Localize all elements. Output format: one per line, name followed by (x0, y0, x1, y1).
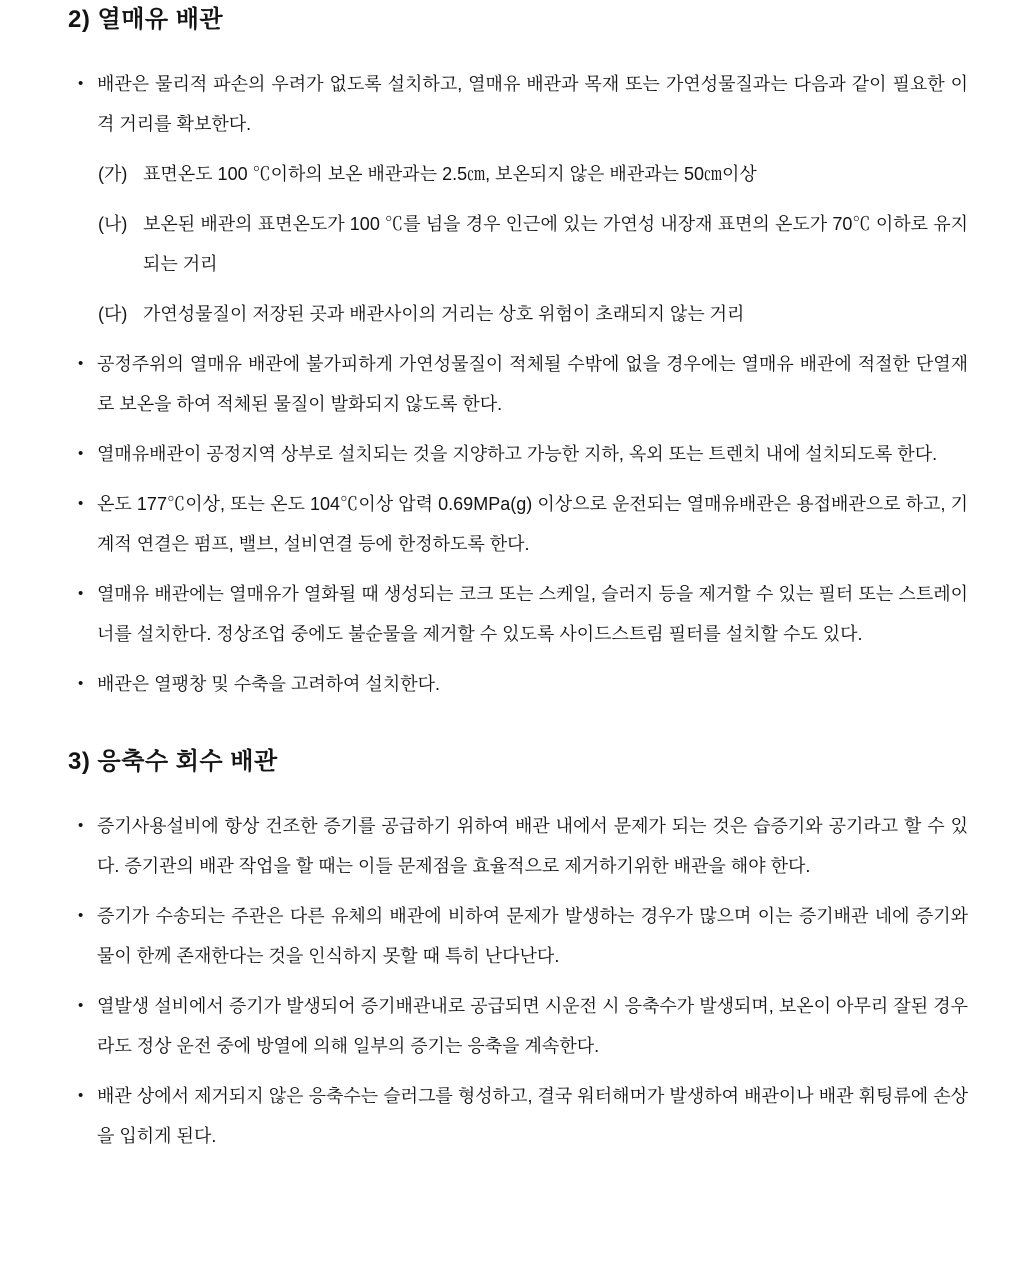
list-item-text: 배관은 물리적 파손의 우려가 없도록 설치하고, 열매유 배관과 목재 또는 가연성물질과는 다음과 같이 필요한 이격 거리를 확보한다. (97, 74, 968, 134)
list-item (68, 344, 968, 424)
section-body-condensate-recovery-piping (68, 806, 968, 1156)
list-item (68, 986, 968, 1066)
list-item (68, 896, 968, 976)
section-heading-heat-transfer-oil-piping: 2) 열매유 배관 (68, 6, 224, 33)
section-heading-condensate-recovery-piping: 3) 응축수 회수 배관 (68, 748, 278, 775)
list-item (68, 64, 968, 144)
list-item-text: 열매유 배관에는 열매유가 열화될 때 생성되는 코크 또는 스케일, 슬러지 등을 제거할 수 있는 필터 또는 스트레이너를 설치한다. 정상조업 중에도 불순물을 제거할 수 있도록 사이드스트림 필터를 설치할 수도 있다. (97, 584, 968, 644)
sub-item-text: 보온된 배관의 표면온도가 100 ℃를 넘을 경우 인근에 있는 가연성 내장재 표면의 온도가 70℃ 이하로 유지되는 거리 (143, 214, 968, 274)
bullet-marker-icon: • (78, 585, 84, 602)
list-item (68, 806, 968, 886)
list-item (68, 574, 968, 654)
list-item (68, 664, 968, 704)
sub-item-label: (나) (98, 214, 128, 234)
list-item-text: 온도 177℃이상, 또는 온도 104℃이상 압력 0.69MPa(g) 이상으로 운전되는 열매유배관은 용접배관으로 하고, 기계적 연결은 펌프, 밸브, 설비연결 등에 한정하도록 한다. (97, 494, 968, 554)
list-item-text: 열매유배관이 공정지역 상부로 설치되는 것을 지양하고 가능한 지하, 옥외 또는 트렌치 내에 설치되도록 한다. (97, 444, 938, 464)
sub-item-text: 가연성물질이 저장된 곳과 배관사이의 거리는 상호 위험이 초래되지 않는 거리 (143, 304, 745, 324)
bullet-marker-icon: • (78, 495, 84, 512)
bullet-marker-icon: • (78, 675, 84, 692)
section-body-heat-transfer-oil-piping (68, 64, 968, 704)
bullet-marker-icon: • (78, 817, 84, 834)
bullet-marker-icon: • (78, 997, 84, 1014)
sub-list-item (98, 204, 968, 284)
list-item-text: 공정주위의 열매유 배관에 불가피하게 가연성물질이 적체될 수밖에 없을 경우에는 열매유 배관에 적절한 단열재로 보온을 하여 적체된 물질이 발화되지 않도록 한다. (97, 354, 968, 414)
list-item-text: 증기사용설비에 항상 건조한 증기를 공급하기 위하여 배관 내에서 문제가 되는 것은 습증기와 공기라고 할 수 있다. 증기관의 배관 작업을 할 때는 이들 문제점을 효율적으로 제거하기위한 배관을 해야 한다. (97, 816, 968, 876)
list-item-text: 배관 상에서 제거되지 않은 응축수는 슬러그를 형성하고, 결국 워터해머가 발생하여 배관이나 배관 휘팅류에 손상을 입히게 된다. (97, 1086, 968, 1146)
list-item (68, 434, 968, 474)
list-item (68, 484, 968, 564)
list-item-text: 배관은 열팽창 및 수축을 고려하여 설치한다. (97, 674, 440, 694)
sub-item-label: (가) (98, 164, 128, 184)
sub-list-item (98, 294, 968, 334)
list-item-text: 증기가 수송되는 주관은 다른 유체의 배관에 비하여 문제가 발생하는 경우가 많으며 이는 증기배관 네에 증기와 물이 한께 존재한다는 것을 인식하지 못할 때 특히 난다난다. (97, 906, 968, 966)
list-item (68, 1076, 968, 1156)
sub-list-item (98, 154, 968, 194)
bullet-marker-icon: • (78, 75, 84, 92)
bullet-marker-icon: • (78, 1087, 84, 1104)
bullet-marker-icon: • (78, 445, 84, 462)
bullet-marker-icon: • (78, 907, 84, 924)
sub-item-text: 표면온도 100 ℃이하의 보온 배관과는 2.5㎝, 보온되지 않은 배관과는 50㎝이상 (143, 164, 757, 184)
list-item-text: 열발생 설비에서 증기가 발생되어 증기배관내로 공급되면 시운전 시 응축수가 발생되며, 보온이 아무리 잘된 경우라도 정상 운전 중에 방열에 의해 일부의 증기는 응축을 계속한다. (97, 996, 968, 1056)
bullet-marker-icon: • (78, 355, 84, 372)
sub-item-label: (다) (98, 304, 128, 324)
